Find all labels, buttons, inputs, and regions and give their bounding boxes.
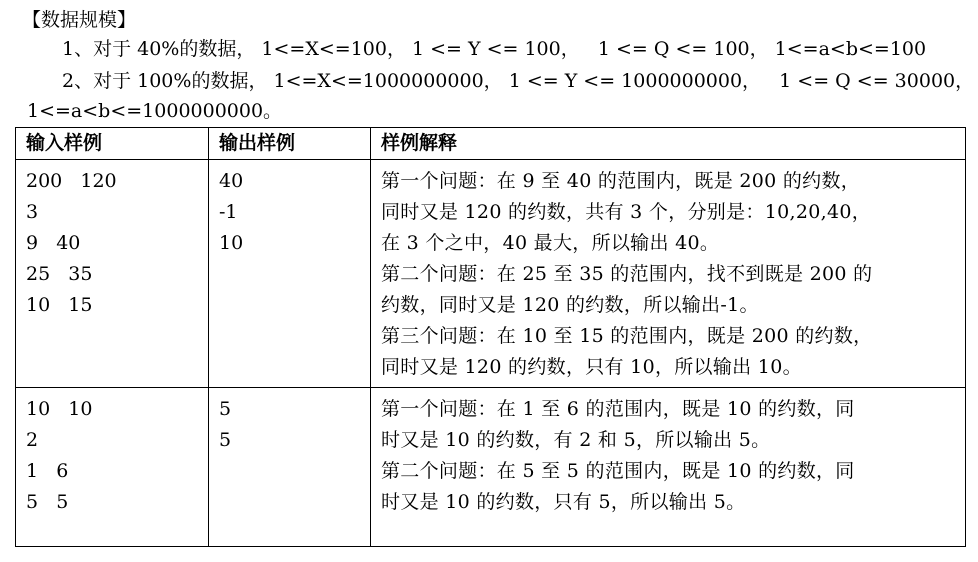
explanation-line: 第二个问题：在 5 至 5 的范围内，既是 10 的约数，同 bbox=[381, 460, 855, 482]
sample-input-cell bbox=[16, 160, 209, 388]
table-row bbox=[16, 388, 966, 547]
table-row bbox=[16, 160, 966, 388]
sample-output-cell bbox=[209, 388, 371, 547]
output-line: -1 bbox=[219, 201, 238, 223]
input-line: 2 bbox=[26, 429, 39, 451]
sample-table bbox=[15, 127, 966, 547]
explanation-line: 在 3 个之中，40 最大，所以输出 40。 bbox=[381, 232, 720, 254]
explanation-line: 同时又是 120 的约数，共有 3 个，分别是：10,20,40， bbox=[381, 201, 872, 223]
section-heading: 【数据规模】 bbox=[22, 9, 137, 31]
explanation-line: 时又是 10 的约数，只有 5，所以输出 5。 bbox=[381, 491, 746, 513]
sample-input-cell bbox=[16, 388, 209, 547]
input-line: 1 6 bbox=[26, 460, 69, 482]
header-input-samples: 输入样例 bbox=[16, 128, 209, 160]
constraint-line-100-percent-continued: 1<=a<b<=1000000000。 bbox=[27, 100, 283, 122]
sample-explanation-cell bbox=[371, 160, 966, 388]
input-line: 9 40 bbox=[26, 232, 81, 254]
input-line: 5 5 bbox=[26, 491, 69, 513]
explanation-line: 时又是 10 的约数，有 2 和 5，所以输出 5。 bbox=[381, 429, 771, 451]
header-sample-explanation: 样例解释 bbox=[371, 128, 966, 160]
constraint-line-100-percent: 2、对于 100%的数据， 1<=X<=1000000000， 1 <= Y <= 1000000000， 1 <= Q <= 30000， bbox=[62, 70, 975, 92]
header-output-samples: 输出样例 bbox=[209, 128, 371, 160]
explanation-line: 同时又是 120 的约数，只有 10，所以输出 10。 bbox=[381, 356, 802, 378]
input-line: 10 10 bbox=[26, 398, 93, 420]
constraint-line-40-percent: 1、对于 40%的数据， 1<=X<=100， 1 <= Y <= 100， 1 <= Q <= 100， 1<=a<b<=100 bbox=[62, 38, 927, 60]
sample-output-cell bbox=[209, 160, 371, 388]
table-header-row bbox=[16, 128, 966, 160]
output-line: 5 bbox=[219, 429, 232, 451]
input-line: 3 bbox=[26, 201, 39, 223]
output-line: 5 bbox=[219, 398, 232, 420]
explanation-line: 第三个问题：在 10 至 15 的范围内，既是 200 的约数， bbox=[381, 325, 873, 347]
input-line: 200 120 bbox=[26, 170, 117, 192]
sample-explanation-cell bbox=[371, 388, 966, 547]
explanation-line: 第一个问题：在 9 至 40 的范围内，既是 200 的约数， bbox=[381, 170, 861, 192]
input-line: 10 15 bbox=[26, 294, 93, 316]
explanation-line: 第二个问题：在 25 至 35 的范围内，找不到既是 200 的 bbox=[381, 263, 873, 285]
explanation-line: 约数，同时又是 120 的约数，所以输出-1。 bbox=[381, 294, 759, 316]
explanation-line: 第一个问题：在 1 至 6 的范围内，既是 10 的约数，同 bbox=[381, 398, 855, 420]
input-line: 25 35 bbox=[26, 263, 93, 285]
output-line: 40 bbox=[219, 170, 244, 192]
output-line: 10 bbox=[219, 232, 244, 254]
